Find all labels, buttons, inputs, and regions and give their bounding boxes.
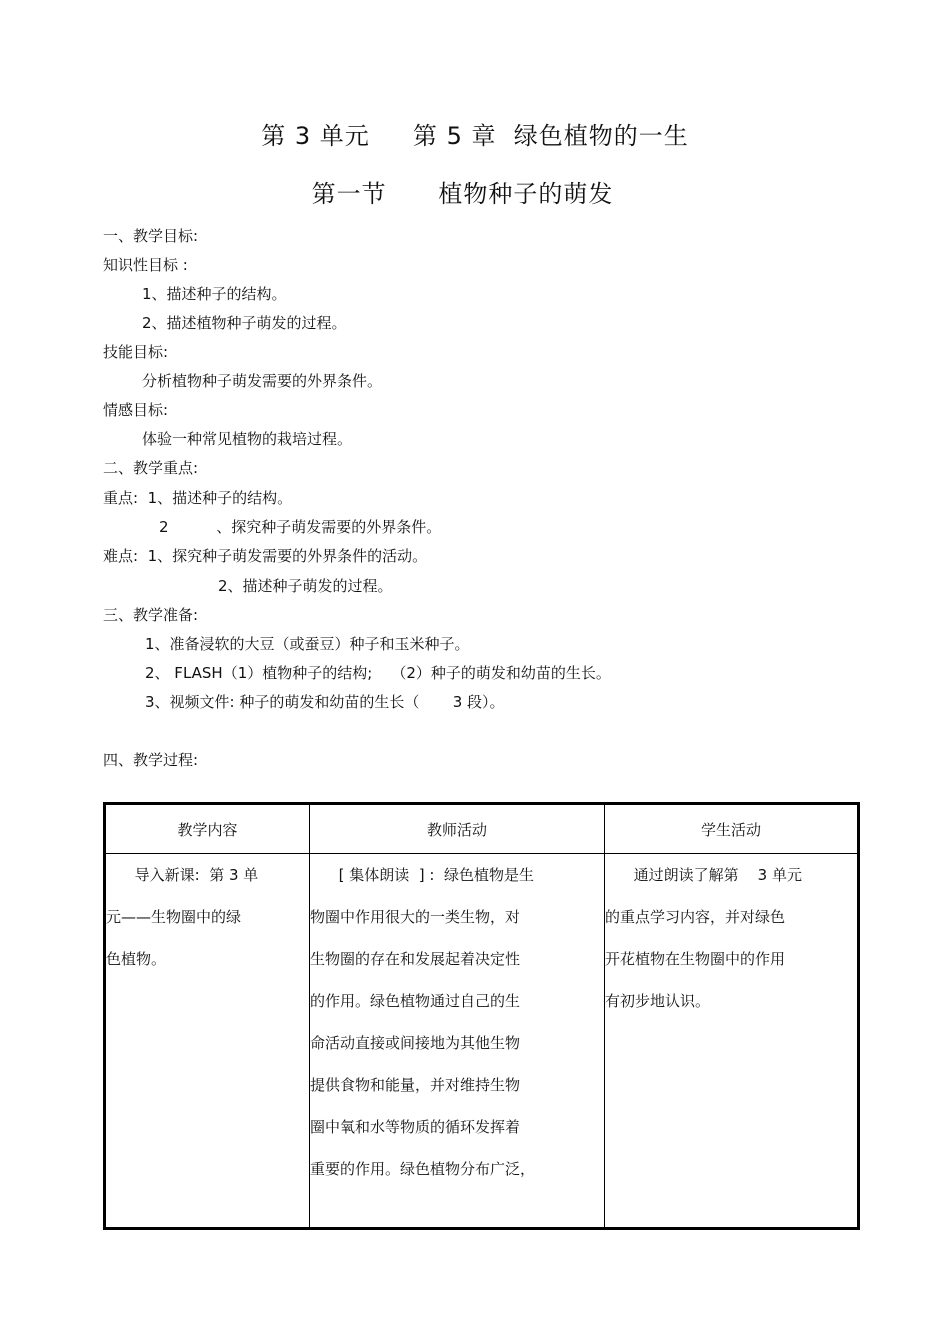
label-skill-goals: 技能目标: <box>103 343 169 361</box>
preparation-item: 2、 FLASH（1）植物种子的结构; （2）种子的萌发和幼苗的生长。 <box>145 664 611 682</box>
key-point-item: 2 、探究种子萌发需要的外界条件。 <box>159 518 442 536</box>
cell-teacher <box>310 854 605 1229</box>
skill-goal-item: 分析植物种子萌发需要的外界条件。 <box>142 372 383 390</box>
header-student-activity: 学生活动 <box>605 804 859 854</box>
heading-key-points: 二、教学重点: <box>103 459 199 477</box>
preparation-item: 1、准备浸软的大豆（或蚕豆）种子和玉米种子。 <box>145 635 470 653</box>
emotion-goal-item: 体验一种常见植物的栽培过程。 <box>142 430 353 448</box>
cell-student <box>605 854 859 1229</box>
table-header-row <box>105 804 859 854</box>
teacher-text: [ 集体朗读 ] : 绿色植物是生 物圈中作用很大的一类生物，对 生物圈的存在和发展起着决定性 的作用。绿色植物通过自己的生 命活动直接或间接地为其他生物 提供食物和能量，并对维持生物 圈中氧和水等物质的循环发挥着 重要的作用。绿色植物分布广泛， <box>310 866 536 1178</box>
content-text: 导入新课: 第 3 单 元——生物圈中的绿 色植物。 <box>106 866 259 968</box>
knowledge-goal-item: 1、描述种子的结构。 <box>142 285 287 303</box>
heading-preparation: 三、教学准备: <box>103 606 199 624</box>
cell-content <box>105 854 310 1229</box>
knowledge-goal-item: 2、描述植物种子萌发的过程。 <box>142 314 347 332</box>
difficulty-item: 2、描述种子萌发的过程。 <box>218 577 393 595</box>
key-point-item: 重点: 1、描述种子的结构。 <box>103 489 293 507</box>
chapter-title: 第 3 单元 第 5 章 绿色植物的一生 <box>261 122 689 150</box>
table-row <box>105 854 859 1229</box>
label-knowledge-goals: 知识性目标 : <box>103 256 188 274</box>
header-content: 教学内容 <box>105 804 310 854</box>
heading-teaching-process: 四、教学过程: <box>103 751 199 769</box>
teaching-process-table <box>103 802 860 1230</box>
section-title: 第一节 植物种子的萌发 <box>311 180 614 208</box>
heading-teaching-goals: 一、教学目标: <box>103 227 199 245</box>
label-emotion-goals: 情感目标: <box>103 401 169 419</box>
student-text: 通过朗读了解第 3 单元 的重点学习内容，并对绿色 开花植物在生物圈中的作用 有初步地认识。 <box>605 866 802 1010</box>
header-teacher-activity: 教师活动 <box>310 804 605 854</box>
difficulty-item: 难点: 1、探究种子萌发需要的外界条件的活动。 <box>103 547 428 565</box>
preparation-item: 3、视频文件: 种子的萌发和幼苗的生长（ 3 段）。 <box>145 693 505 711</box>
